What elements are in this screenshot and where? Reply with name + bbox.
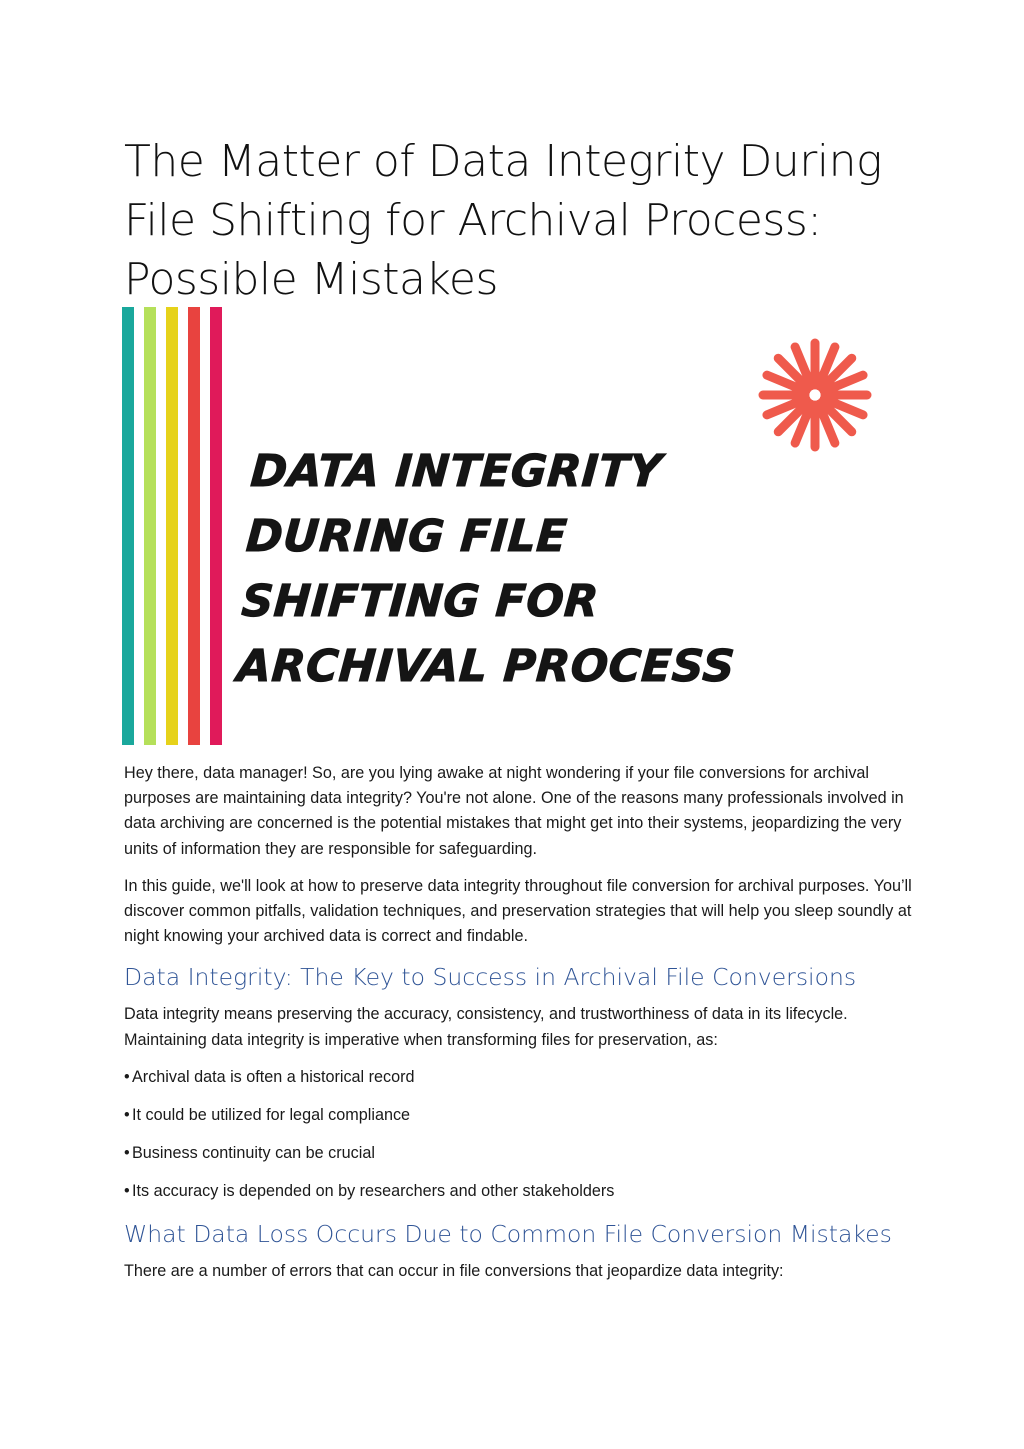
bullet-icon: •	[124, 1106, 130, 1125]
banner-headline	[235, 439, 751, 699]
bullet-icon: •	[124, 1067, 130, 1086]
banner-stripe-red	[188, 307, 200, 745]
intro-paragraph-2: In this guide, we'll look at how to preserve data integrity throughout file conversion for archival purposes. You’ll discover common pitfalls, validation techniques, and preservation strategies that will help you sleep soundly at night knowing your archived data is correct and findable.	[124, 876, 912, 946]
document-title: The Matter of Data Integrity During File Shifting for Archival Process: Possible Mistakes	[124, 136, 882, 305]
list-item	[124, 1141, 914, 1166]
intro-paragraph-1: Hey there, data manager! So, are you lying awake at night wondering if your file conversions for archival purposes are maintaining data integrity? You're not alone. One of the reasons many professionals involved in data archiving are concerned is the potential mistakes that might get into their systems, jeopardizing the very units of information they are responsible for safeguarding.	[124, 764, 904, 858]
list-item-text: Its accuracy is depended on by researchers and other stakeholders	[132, 1182, 615, 1201]
list-item	[124, 1179, 914, 1204]
article-body	[124, 761, 914, 1296]
section-heading-data-integrity: Data Integrity: The Key to Success in Archival File Conversions	[124, 963, 857, 992]
bullet-icon: •	[124, 1144, 130, 1163]
banner-stripe-pink	[210, 307, 222, 745]
list-item-text: Business continuity can be crucial	[132, 1144, 375, 1163]
section-paragraph-definition: Data integrity means preserving the accuracy, consistency, and trustworthiness of data in its lifecycle. Maintaining data integrity is imperative when transforming files for preservation, as:	[124, 1005, 848, 1049]
asterisk-icon	[757, 337, 873, 453]
section-paragraph-errors: There are a number of errors that can occur in file conversions that jeopardize data integrity:	[124, 1261, 784, 1280]
banner-line-2: DURING FILE	[244, 511, 569, 562]
banner-line-4: ARCHIVAL PROCESS	[235, 641, 737, 692]
bullet-icon: •	[124, 1182, 130, 1201]
list-item	[124, 1103, 914, 1128]
banner-line-1: DATA INTEGRITY	[249, 446, 664, 497]
list-item-text: Archival data is often a historical record	[132, 1067, 415, 1086]
section-heading-data-loss: What Data Loss Occurs Due to Common File Conversion Mistakes	[124, 1219, 892, 1248]
banner-line-3: SHIFTING FOR	[239, 576, 601, 627]
banner-stripe-teal	[122, 307, 134, 745]
list-item	[124, 1065, 914, 1090]
banner-image	[122, 307, 902, 747]
list-item-text: It could be utilized for legal compliance	[132, 1106, 411, 1125]
banner-stripe-lime	[144, 307, 156, 745]
banner-stripe-yellow	[166, 307, 178, 745]
